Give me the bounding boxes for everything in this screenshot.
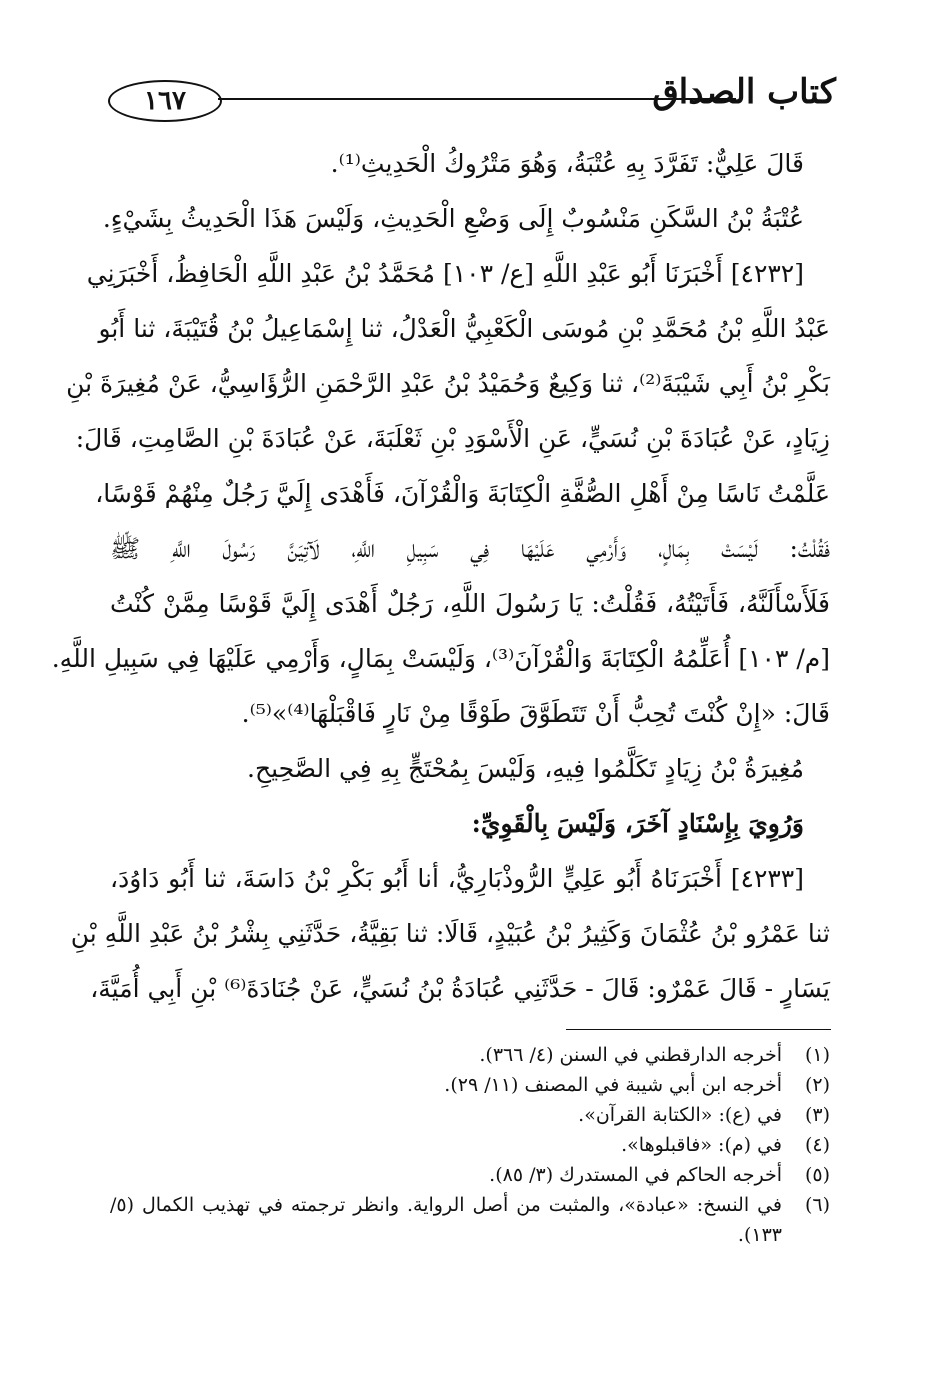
footnote-rule bbox=[566, 1029, 831, 1030]
footnote-number: (٥) bbox=[804, 1164, 830, 1186]
text-line: عُتْبَةُ بْنُ السَّكَنِ مَنْسُوبٌ إِلَى وَضْعِ الْحَدِيثِ، وَلَيْسَ هَذَا الْحَدِيثُ بِشَيْءٍ. bbox=[102, 204, 804, 233]
text-line: بَكْرِ بْنُ أَبِي شَيْبَةَ⁽²⁾، ثنا وَكِيعٌ وَحُمَيْدُ بْنُ عَبْدِ الرَّحْمَنِ الرُّؤَاسِيُّ، عَنْ مُغِيرَةَ بْنِ bbox=[66, 369, 830, 398]
footnote-number: (٢) bbox=[804, 1074, 830, 1096]
text-line: وَرُوِيَ بِإِسْنَادٍ آخَرَ، وَلَيْسَ بِالْقَوِيِّ: bbox=[471, 809, 804, 838]
footnote-text: في النسخ: «عبادة»، والمثبت من أصل الرواية. وانظر ترجمته في تهذيب الكمال (٥/ ١٣٣). bbox=[110, 1194, 782, 1246]
text-line: ثنا عَمْرُو بْنُ عُثْمَانَ وَكَثِيرُ بْنُ عُبَيْدٍ، قَالَا: ثنا بَقِيَّةُ، حَدَّثَنِي بِشْرُ بْنُ عَبْدِ اللَّهِ بْنِ bbox=[70, 919, 830, 948]
text-line: زِيَادٍ، عَنْ عُبَادَةَ بْنِ نُسَيٍّ، عَنِ الْأَسْوَدِ بْنِ ثَعْلَبَةَ، عَنْ عُبَادَةَ بْنِ الصَّامِتِ، قَالَ: bbox=[75, 424, 830, 453]
footnote bbox=[110, 1190, 830, 1250]
text-line: عَبْدُ اللَّهِ بْنُ مُحَمَّدِ بْنِ مُوسَى الْكَعْبِيُّ الْعَدْلُ، ثنا إِسْمَاعِيلُ بْنُ قُتَيْبَةَ، ثنا أَبُو bbox=[98, 314, 830, 343]
footnote bbox=[110, 1160, 830, 1190]
footnote-text: أخرجه ابن أبي شيبة في المصنف (١١/ ٢٩). bbox=[444, 1074, 782, 1096]
text-line: يَسَارٍ - قَالَ عَمْرٌو: قَالَ - حَدَّثَنِي عُبَادَةُ بْنُ نُسَيٍّ، عَنْ جُنَادَةَ⁽⁶⁾ بْنِ أَبِي أُمَيَّةَ، bbox=[90, 974, 830, 1003]
text-line: [٤٢٣٣] أَخْبَرَنَاهُ أَبُو عَلِيٍّ الرُّوذْبَارِيُّ، أنا أَبُو بَكْرِ بْنُ دَاسَةَ، ثنا أَبُو دَاوُدَ، bbox=[110, 864, 804, 893]
text-line: فَلَأَسْأَلَنَّهُ، فَأَتَيْتُهُ، فَقُلْتُ: يَا رَسُولَ اللَّهِ، رَجُلٌ أَهْدَى إِلَيَّ قَوْسًا مِمَّنْ كُنْتُ bbox=[110, 589, 830, 618]
main-text bbox=[51, 136, 830, 1016]
footnote-text: في (ع): «الكتابة القرآن». bbox=[578, 1104, 782, 1126]
text-line: [٤٢٣٢] أَخْبَرَنَا أَبُو عَبْدِ اللَّهِ [ع/ ١٠٣] مُحَمَّدُ بْنُ عَبْدِ اللَّهِ الْحَافِظُ، أَخْبَرَنِي bbox=[86, 259, 804, 288]
page-number-badge bbox=[108, 80, 222, 122]
footnote bbox=[110, 1070, 830, 1100]
text-line: فَقُلْتُ: لَيْسَتْ بِمَالٍ، وَأَرْمِي عَلَيْهَا فِي سَبِيلِ اللَّهِ، لَآتِيَنَّ رَسُولَ اللَّهِ ﷺ bbox=[110, 534, 830, 563]
text-line: عَلَّمْتُ نَاسًا مِنْ أَهْلِ الصُّفَّةِ الْكِتَابَةَ وَالْقُرْآنَ، فَأَهْدَى إِلَيَّ رَجُلٌ مِنْهُمْ قَوْسًا، bbox=[95, 479, 830, 508]
text-line: مُغِيرَةُ بْنُ زِيَادٍ تَكَلَّمُوا فِيهِ، وَلَيْسَ بِمُحْتَجٍّ بِهِ فِي الصَّحِيحِ. bbox=[247, 754, 804, 783]
chapter-title: كتاب الصداق bbox=[652, 72, 836, 112]
footnote-text: أخرجه الدارقطني في السنن (٤/ ٣٦٦). bbox=[479, 1044, 782, 1066]
footnote-text: أخرجه الحاكم في المستدرك (٣/ ٨٥). bbox=[489, 1164, 782, 1186]
footnote-number: (٦) bbox=[804, 1194, 830, 1216]
footnote bbox=[110, 1130, 830, 1160]
page-number: ١٦٧ bbox=[144, 86, 186, 116]
text-line: قَالَ عَلِيٌّ: تَفَرَّدَ بِهِ عُتْبَةُ، وَهُوَ مَتْرُوكُ الْحَدِيثِ⁽¹⁾. bbox=[330, 149, 804, 178]
footnote bbox=[110, 1040, 830, 1070]
text-line: [م/ ١٠٣] أُعَلِّمُهُ الْكِتَابَةَ وَالْقُرْآنَ⁽³⁾، وَلَيْسَتْ بِمَالٍ، وَأَرْمِي عَلَيْهَا فِي سَبِيلِ اللَّهِ. bbox=[51, 644, 830, 673]
footnote-text: في (م): «فاقبلوها». bbox=[621, 1134, 782, 1156]
footnote bbox=[110, 1100, 830, 1130]
text-line: قَالَ: «إِنْ كُنْتَ تُحِبُّ أَنْ تَتَطَوَّقَ طَوْقًا مِنْ نَارٍ فَاقْبَلْهَا⁽⁴⁾»⁽⁵⁾. bbox=[241, 699, 830, 728]
footnotes bbox=[110, 1040, 830, 1250]
footnote-number: (٤) bbox=[804, 1134, 830, 1156]
footnote-number: (٣) bbox=[804, 1104, 830, 1126]
footnote-number: (١) bbox=[804, 1044, 830, 1066]
page-header bbox=[100, 72, 836, 128]
